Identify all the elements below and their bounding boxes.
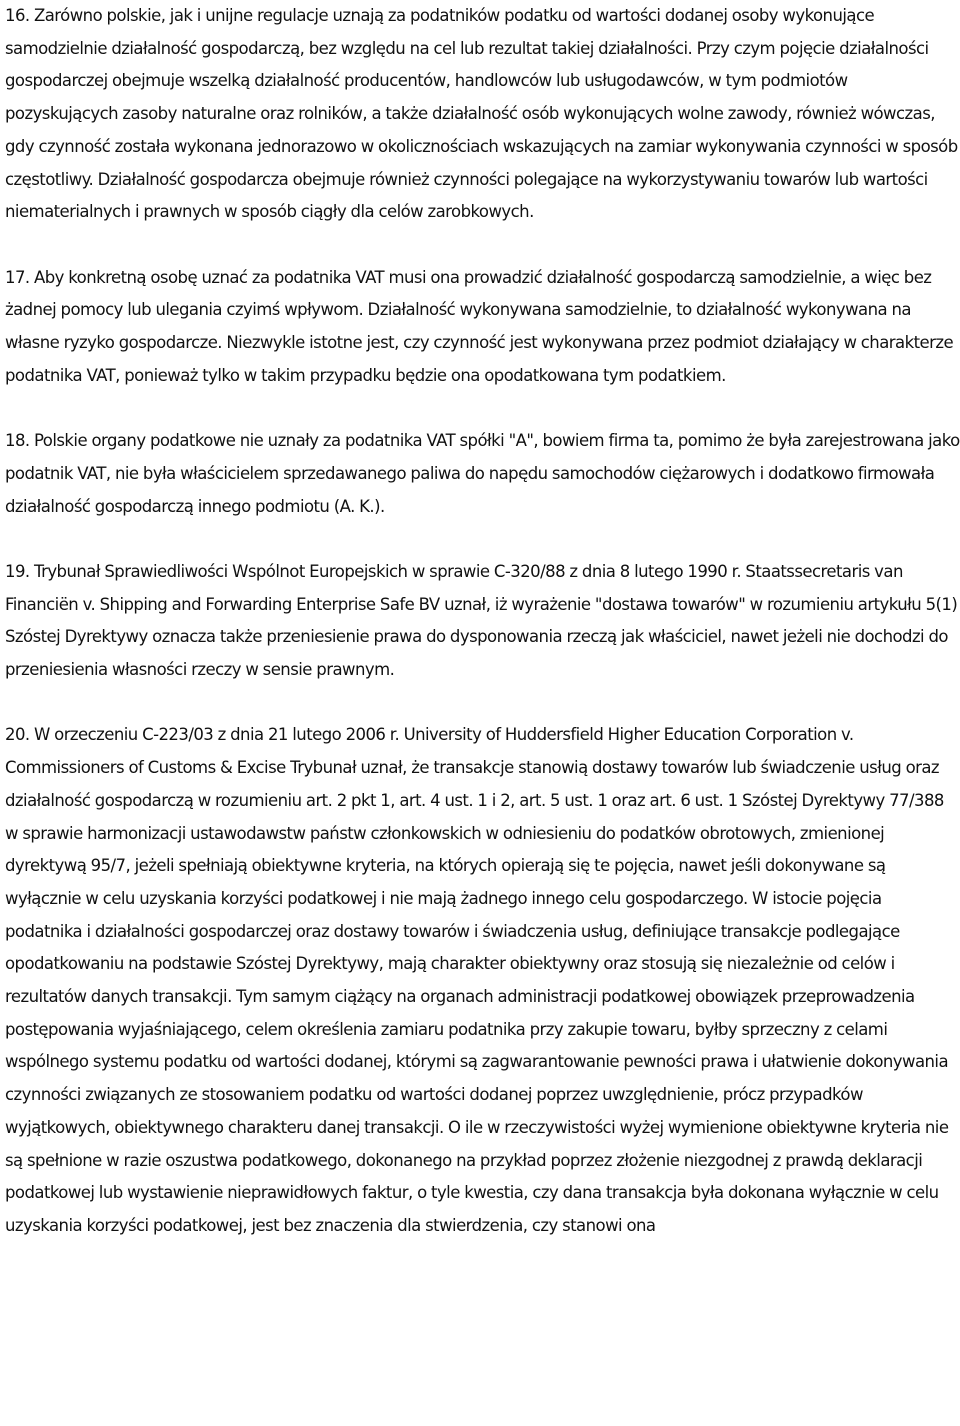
paragraph-16: 16. Zarówno polskie, jak i unijne regulacje uznają za podatników podatku od wartości dodanej osoby wykonujące samodzielnie działalność gospodarczą, bez względu na cel lub rezultat takiej działalności. Przy czym pojęcie działalności gospodarczej obejmuje wszelką działalność producentów, handlowców lub usługodawców, w tym podmiotów pozyskujących zasoby naturalne oraz rolników, a także działalność osób wykonujących wolne zawody, również wówczas, gdy czynność została wykonana jednorazowo w okolicznościach wskazujących na zamiar wykonywania czynności w sposób częstotliwy. Działalność gospodarcza obejmuje również czynności polegające na wykorzystywaniu towarów lub wartości niematerialnych i prawnych w sposób ciągły dla celów zarobkowych.	[5, 6, 958, 222]
paragraph-20: 20. W orzeczeniu C-223/03 z dnia 21 lutego 2006 r. University of Huddersfield Higher Education Corporation v. Commissioners of Customs & Excise Trybunał uznał, że transakcje stanowią dostawy towarów lub świadczenie usług oraz działalność gospodarczą w rozumieniu art. 2 pkt 1, art. 4 ust. 1 i 2, art. 5 ust. 1 oraz art. 6 ust. 1 Szóstej Dyrektywy 77/388 w sprawie harmonizacji ustawodawstw państw członkowskich w odniesieniu do podatków obrotowych, zmienionej dyrektywą 95/7, jeżeli spełniają obiektywne kryteria, na których opierają się te pojęcia, nawet jeśli dokonywane są wyłącznie w celu uzyskania korzyści podatkowej i nie mają żadnego innego celu gospodarczego. W istocie pojęcia podatnika i działalności gospodarczej oraz dostawy towarów i świadczenia usług, definiujące transakcje podlegające opodatkowaniu na podstawie Szóstej Dyrektywy, mają charakter obiektywny oraz stosują się niezależnie od celów i rezultatów danych transakcji. Tym samym ciążący na organach administracji podatkowej obowiązek przeprowadzenia postępowania wyjaśniającego, celem określenia zamiaru podatnika przy zakupie towaru, byłby sprzeczny z celami wspólnego systemu podatku od wartości dodanej, którymi są zagwarantowanie pewności prawa i ułatwienie dokonywania czynności związanych ze stosowaniem podatku od wartości dodanej poprzez uwzględnienie, prócz przypadków wyjątkowych, obiektywnego charakteru danej transakcji. O ile w rzeczywistości wyżej wymienione obiektywne kryteria nie są spełnione w razie oszustwa podatkowego, dokonanego na przykład poprzez złożenie niezgodnej z prawdą deklaracji podatkowej lub wystawienie nieprawidłowych faktur, o tyle kwestia, czy dana transakcja była dokonana wyłącznie w celu uzyskania korzyści podatkowej, jest bez znaczenia dla stwierdzenia, czy stanowi ona	[5, 725, 949, 1235]
paragraph-19: 19. Trybunał Sprawiedliwości Wspólnot Europejskich w sprawie C-320/88 z dnia 8 lutego 1990 r. Staatssecretaris van Financiën v. Shipping and Forwarding Enterprise Safe BV uznał, iż wyrażenie "dostawa towarów" w rozumieniu artykułu 5(1) Szóstej Dyrektywy oznacza także przeniesienie prawa do dysponowania rzeczą jak właściciel, nawet jeżeli nie dochodzi do przeniesienia własności rzeczy w sensie prawnym.	[5, 561, 958, 680]
paragraph-18: 18. Polskie organy podatkowe nie uznały za podatnika VAT spółki "A", bowiem firma ta, pomimo że była zarejestrowana jako podatnik VAT, nie była właścicielem sprzedawanego paliwa do napędu samochodów ciężarowych i dodatkowo firmowała działalność gospodarczą innego podmiotu (A. K.).	[5, 431, 960, 516]
paragraph-17: 17. Aby konkretną osobę uznać za podatnika VAT musi ona prowadzić działalność gospodarczą samodzielnie, a więc bez żadnej pomocy lub ulegania czyimś wpływom. Działalność wykonywana samodzielnie, to działalność wykonywana na własne ryzyko gospodarcze. Niezwykle istotne jest, czy czynność jest wykonywana przez podmiot działający w charakterze podatnika VAT, ponieważ tylko w takim przypadku będzie ona opodatkowana tym podatkiem.	[5, 267, 954, 385]
document-page	[5, 0, 960, 1243]
